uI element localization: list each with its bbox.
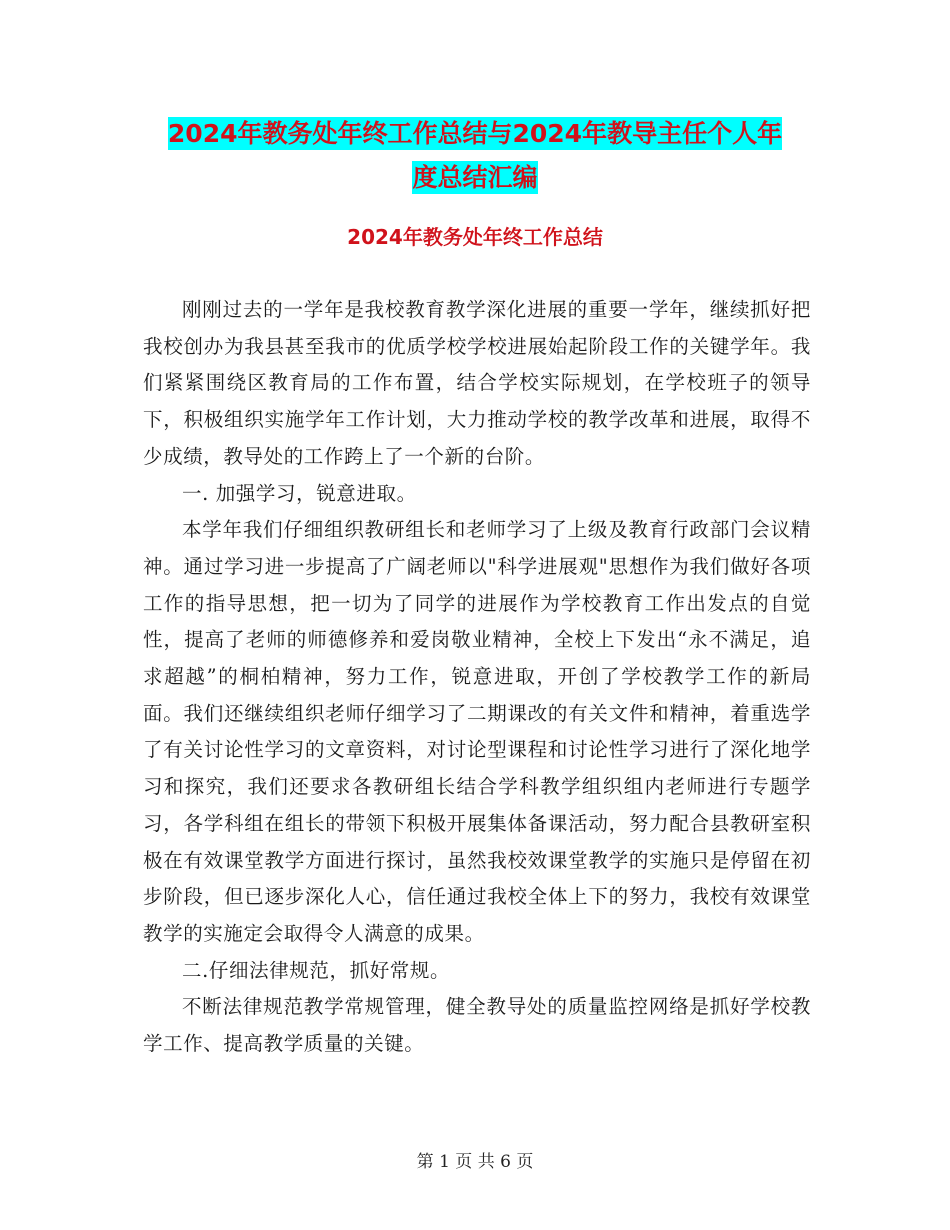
heading-part-2: 二.仔细法律规范，抓好常规。 (182, 958, 451, 982)
paragraph-part-1: 本学年我们仔细组织教研组长和老师学习了上级及教育行政部门会议精神。通过学习进一步提高了广阔老师以"科学进展观"思想作为我们做好各项工作的指导思想，把一切为了同学的进展作为学校教育工作出发点的自觉性，提高了老师的师德修养和爱岗敬业精神，全校上下发出“永不满足，追求超越”的桐柏精神，努力工作，锐意进取，开创了学校教学工作的新局面。我们还继续组织老师仔细学习了二期课改的有关文件和精神，着重选学了有关讨论性学习的文章资料，对讨论型课程和讨论性学习进行了深化地学习和探究，我们还要求各教研组长结合学科教学组织组内老师进行专题学习，各学科组在组长的带领下积极开展集体备课活动，努力配合县教研室积极在有效课堂教学方面进行探讨，虽然我校效课堂教学的实施只是停留在初步阶段，但已逐步深化人心，信任通过我校全体上下的努力，我校有效课堂教学的实施定会取得令人满意的成果。 (143, 518, 811, 945)
document-title (0, 112, 950, 200)
paragraph-intro: 刚刚过去的一学年是我校教育教学深化进展的重要一学年，继续抓好把我校创办为我县甚至我市的优质学校学校进展始起阶段工作的关键学年。我们紧紧围绕区教育局的工作布置，结合学校实际规划，在学校班子的领导下，积极组织实施学年工作计划，大力推动学校的教学改革和进展，取得不少成绩，教导处的工作跨上了一个新的台阶。 (143, 298, 811, 468)
document-title-line-2: 度总结汇编 (412, 163, 538, 192)
section-title: 2024年教务处年终工作总结 (347, 225, 603, 249)
paragraph-part-2: 不断法律规范教学常规管理，健全教导处的质量监控网络是抓好学校教学工作、提高教学质量的关键。 (143, 995, 811, 1056)
document-title-line-1: 2024年教务处年终工作总结与2024年教导主任个人年 (167, 119, 783, 148)
heading-part-1: 一. 加强学习，锐意进取。 (182, 481, 417, 505)
page-footer: 第 1 页 共 6 页 (416, 1152, 534, 1172)
document-body (143, 292, 811, 1063)
